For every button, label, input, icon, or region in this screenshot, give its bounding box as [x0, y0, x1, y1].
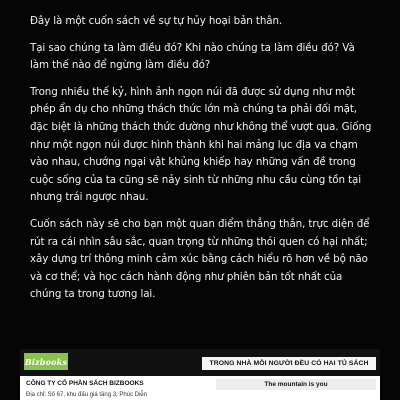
publisher-address: Địa chỉ: Số 67, khu đấu giá tầng 3, Phúc Diễn — [26, 392, 148, 398]
paragraph-questions: Tại sao chúng ta làm điều đó? Khi nào chúng ta làm điều đó? Và làm thế nào để ngừng làm điều đó? — [30, 41, 355, 72]
paragraph-intro: Đây là một cuốn sách về sự tự hủy hoại bản thân. — [30, 15, 283, 27]
logo-text: Bizbooks — [24, 356, 68, 367]
paragraph-book-promise: Cuốn sách này sẽ cho bạn một quan điểm thẳng thắn, trực diện để rút ra cái nhìn sâu sắc, quan trọng từ những thói quen có hại nhất; xây dựng trí thông minh cảm xúc bằng cách hiểu rõ hơn về bộ não và cơ thể; và học cách hành động như phiên bản tốt nhất của chúng ta trong tương lai. — [30, 217, 370, 301]
description-text — [30, 13, 375, 313]
book-title-box: The mountain is you — [216, 379, 376, 390]
publisher-company-name: CÔNG TY CỔ PHẦN SÁCH BIZBOOKS — [26, 380, 144, 387]
paragraph-mountain-metaphor: Trong nhiều thế kỷ, hình ảnh ngọn núi đã được sử dụng như một phép ẩn dụ cho những thách thức lớn mà chúng ta phải đối mặt, đặc biệt là những thách thức dường như không thể vượt qua. Giống như một ngọn núi được hình thành khi hai mảng lục địa va chạm vào nhau, chướng ngại vật khủng khiếp hay những vấn đề trong cuộc sống của ta cũng sẽ nảy sinh từ những nhu cầu cùng tồn tại nhưng trái ngược nhau. — [30, 85, 372, 204]
publisher-logo — [24, 353, 68, 370]
banner-top-bar — [20, 349, 380, 376]
publisher-slogan: TRONG NHÀ MỖI NGƯỜI ĐỀU CÓ HAI TỦ SÁCH — [202, 357, 376, 370]
publisher-banner — [20, 349, 380, 400]
